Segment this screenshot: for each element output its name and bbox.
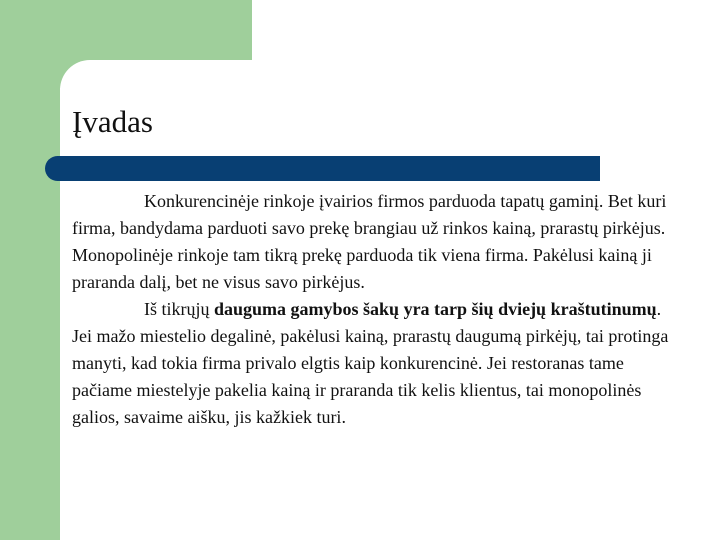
paragraph-2-start: Iš tikrųjų	[144, 299, 214, 319]
paragraph-2-bold: dauguma gamybos šakų yra tarp šių dviejų kraštutinumų	[214, 299, 657, 319]
paragraph-1-text: Konkurencinėje rinkoje įvairios firmos parduoda tapatų gaminį. Bet kuri firma, bandydama parduoti savo prekę brangiau už rinkos kainą, prarastų pirkėjus. Monopolinėje rinkoje tam tikrą prekę parduoda tik viena firma. Pakėlusi kainą ji praranda dalį, bet ne visus savo pirkėjus.	[72, 191, 667, 292]
slide-title: Įvadas	[72, 104, 153, 139]
paragraph-2-rest: . Jei mažo miestelio degalinė, pakėlusi kainą, prarastų daugumą pirkėjų, tai protinga manyti, kad tokia firma privalo elgtis kaip konkurencinė. Jei restoranas tame pačiame miestelyje pakelia kainą ir praranda tik kelis klientus, tai monopolinės galios, savaime aišku, jis kažkiek turi.	[72, 299, 669, 427]
slide-body	[72, 188, 672, 431]
paragraph-1	[72, 188, 672, 296]
title-underline-bar	[45, 156, 600, 181]
paragraph-2	[72, 296, 672, 431]
